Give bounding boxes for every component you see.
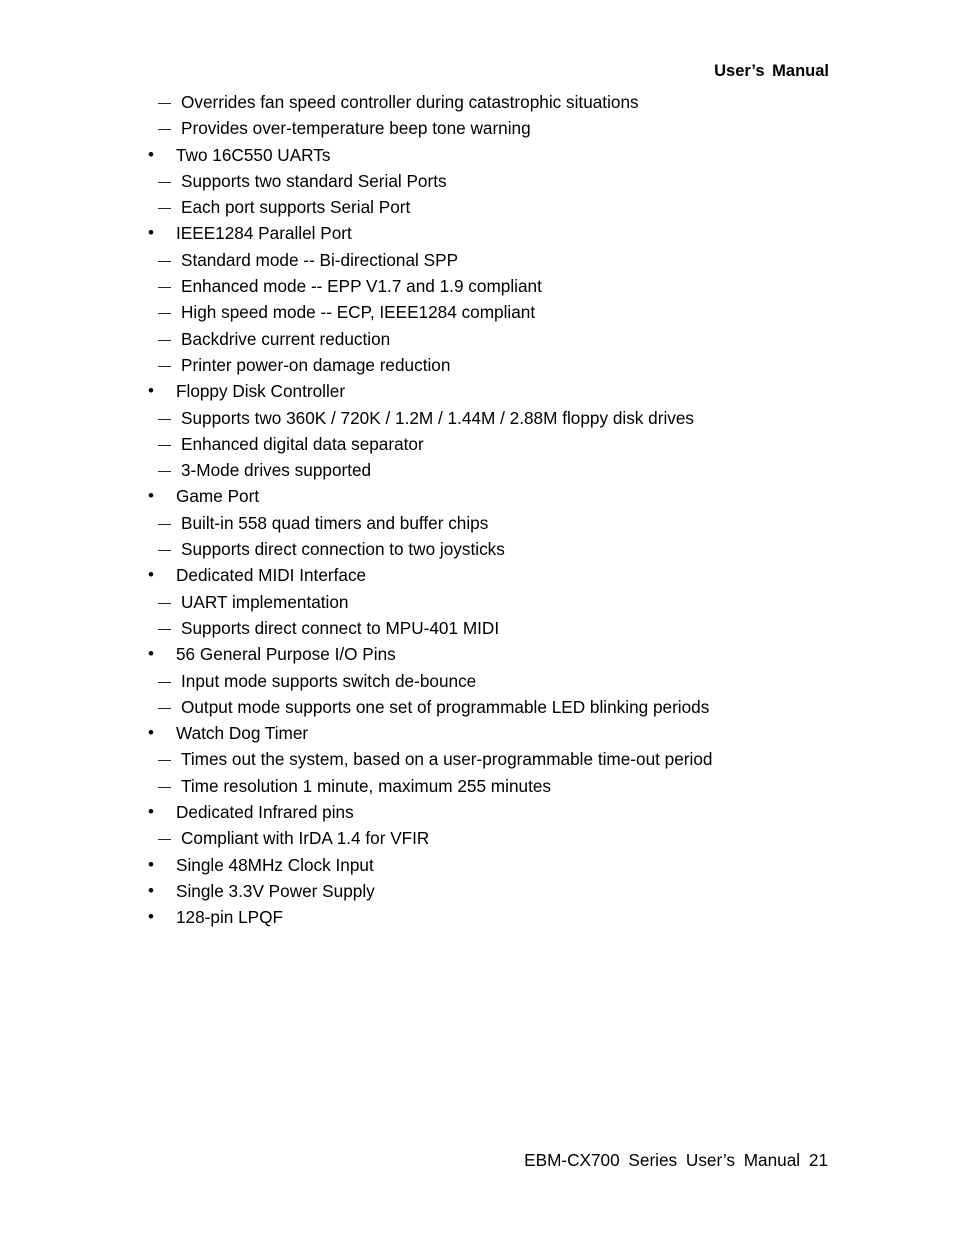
item-text: UART implementation (181, 591, 349, 612)
dash-icon: — (158, 778, 171, 794)
bullet-item (0, 854, 954, 880)
item-text: High speed mode -- ECP, IEEE1284 compliant (181, 302, 536, 323)
sub-item (0, 328, 954, 354)
sub-item (0, 512, 954, 538)
item-text: Floppy Disk Controller (176, 381, 346, 402)
dash-icon: — (158, 410, 171, 426)
bullet-icon: • (148, 723, 154, 743)
sub-item (0, 249, 954, 275)
dash-icon: — (158, 542, 171, 558)
item-text: Time resolution 1 minute, maximum 255 minutes (181, 775, 551, 796)
bullet-icon: • (148, 381, 154, 401)
dash-icon: — (158, 594, 171, 610)
sub-item (0, 170, 954, 196)
bullet-item (0, 485, 954, 511)
bullet-icon: • (148, 223, 154, 243)
sub-item (0, 538, 954, 564)
sub-item (0, 275, 954, 301)
sub-item (0, 670, 954, 696)
item-text: Printer power-on damage reduction (181, 354, 451, 375)
dash-icon: — (158, 752, 171, 768)
sub-item (0, 433, 954, 459)
bullet-item (0, 222, 954, 248)
item-text: Two 16C550 UARTs (176, 144, 331, 165)
item-text: Supports direct connect to MPU-401 MIDI (181, 617, 500, 638)
item-text: 56 General Purpose I/O Pins (176, 644, 396, 665)
dash-icon: — (158, 252, 171, 268)
item-text: Standard mode -- Bi-directional SPP (181, 249, 459, 270)
item-text: Input mode supports switch de-bounce (181, 670, 477, 691)
dash-icon: — (158, 173, 171, 189)
dash-icon: — (158, 620, 171, 636)
item-text: Overrides fan speed controller during catastrophic situations (181, 92, 639, 112)
sub-item (0, 459, 954, 485)
bullet-icon: • (148, 907, 154, 927)
item-text: Output mode supports one set of programmable LED blinking periods (181, 696, 710, 717)
sub-item (0, 354, 954, 380)
sub-item (0, 617, 954, 643)
item-text: Each port supports Serial Port (181, 197, 411, 218)
item-text: Supports two standard Serial Ports (181, 170, 447, 191)
sub-item (0, 696, 954, 722)
sub-item (0, 301, 954, 327)
item-text: Built-in 558 quad timers and buffer chips (181, 512, 489, 533)
item-text: Supports direct connection to two joysticks (181, 539, 505, 560)
bullet-item (0, 880, 954, 906)
bullet-item (0, 722, 954, 748)
item-text: Game Port (176, 486, 260, 507)
bullet-icon: • (148, 644, 154, 664)
sub-item (0, 196, 954, 222)
dash-icon: — (158, 463, 171, 479)
sub-item (0, 827, 954, 853)
dash-icon: — (158, 279, 171, 295)
sub-item (0, 91, 954, 117)
sub-item (0, 117, 954, 143)
bullet-icon: • (148, 565, 154, 585)
bullet-icon: • (148, 486, 154, 506)
item-text: Backdrive current reduction (181, 328, 391, 349)
bullet-item (0, 380, 954, 406)
bullet-item (0, 801, 954, 827)
item-text: Watch Dog Timer (176, 723, 309, 744)
dash-icon: — (158, 699, 171, 715)
bullet-icon: • (148, 802, 154, 822)
running-header: User’s Manual (714, 62, 829, 80)
dash-icon: — (158, 357, 171, 373)
item-text: Dedicated Infrared pins (176, 802, 354, 823)
item-text: Times out the system, based on a user-programmable time-out period (181, 749, 713, 770)
feature-list (0, 91, 954, 933)
dash-icon: — (158, 331, 171, 347)
item-text: IEEE1284 Parallel Port (176, 223, 352, 244)
bullet-item (0, 564, 954, 590)
item-text: Enhanced digital data separator (181, 433, 424, 454)
sub-item (0, 407, 954, 433)
bullet-icon: • (148, 144, 154, 164)
item-text: Compliant with IrDA 1.4 for VFIR (181, 828, 430, 849)
running-footer: EBM-CX700 Series User’s Manual 21 (524, 1150, 828, 1170)
dash-icon: — (158, 673, 171, 689)
dash-icon: — (158, 436, 171, 452)
item-text: Provides over-temperature beep tone warning (181, 118, 531, 139)
dash-icon: — (158, 95, 171, 110)
item-text: Dedicated MIDI Interface (176, 565, 367, 586)
sub-item (0, 591, 954, 617)
bullet-item (0, 144, 954, 170)
bullet-icon: • (148, 854, 154, 874)
item-text: 3-Mode drives supported (181, 460, 372, 481)
item-text: 128-pin LPQF (176, 907, 284, 928)
item-text: Single 48MHz Clock Input (176, 854, 374, 875)
dash-icon: — (158, 121, 171, 137)
sub-item (0, 748, 954, 774)
bullet-icon: • (148, 880, 154, 900)
dash-icon: — (158, 200, 171, 216)
item-text: Single 3.3V Power Supply (176, 880, 375, 901)
item-text: Enhanced mode -- EPP V1.7 and 1.9 compliant (181, 276, 542, 297)
sub-item (0, 775, 954, 801)
dash-icon: — (158, 831, 171, 847)
dash-icon: — (158, 515, 171, 531)
dash-icon: — (158, 305, 171, 321)
item-text: Supports two 360K / 720K / 1.2M / 1.44M / 2.88M floppy disk drives (181, 407, 695, 428)
bullet-item (0, 643, 954, 669)
bullet-item (0, 906, 954, 932)
